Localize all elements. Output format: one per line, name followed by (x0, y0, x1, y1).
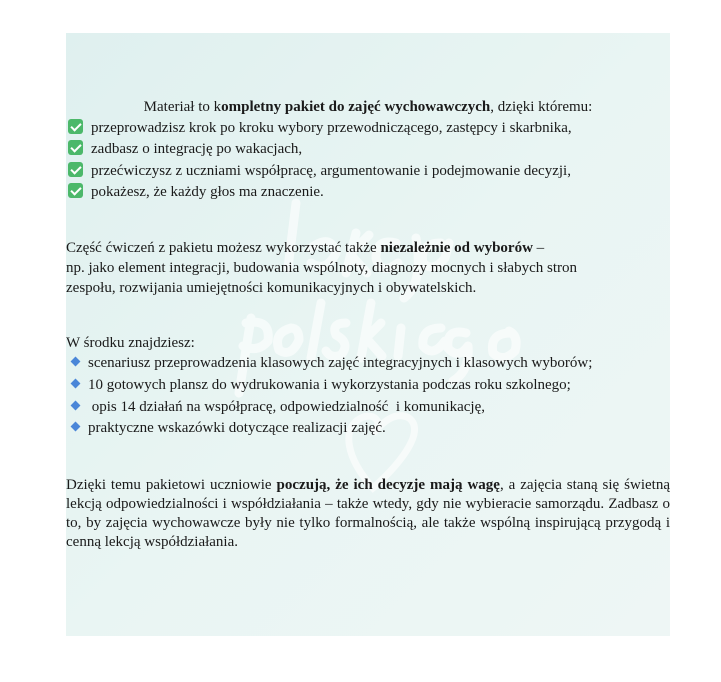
intro-pre: Materiał to k (143, 99, 222, 115)
inside-item (66, 398, 670, 417)
closing-pre: Dzięki temu pakietowi uczniowie (66, 477, 277, 493)
diamond-bullet-icon (71, 357, 81, 367)
diamond-bullet-icon (71, 422, 81, 432)
checklist-text: zadbasz o integrację po wakacjach, (91, 141, 303, 157)
check-box-icon (68, 119, 83, 134)
closing-bold: poczują, że ich decyzje mają wagę (276, 477, 500, 493)
diamond-bullet-icon (71, 401, 81, 411)
checklist-text: przeprowadzisz krok po kroku wybory przewodniczącego, zastępcy i skarbnika, (91, 120, 572, 136)
inside-item (66, 376, 670, 395)
diamond-bullet-icon (71, 379, 81, 389)
checklist-text: przećwiczysz z uczniami współpracę, argumentowanie i podejmowanie decyzji, (91, 163, 571, 179)
inside-item-text: scenariusz przeprowadzenia klasowych zajęć integracyjnych i klasowych wyborów; (88, 355, 593, 371)
check-box-icon (68, 183, 83, 198)
checklist-text: pokażesz, że każdy głos ma znaczenie. (91, 184, 324, 200)
inside-heading: W środku znajdziesz: (66, 335, 195, 351)
para2-bold: niezależnie od wyborów (380, 240, 533, 256)
checklist-item (68, 183, 670, 202)
closing-post: , a zajęcia staną się świetną lekcją odpowiedzialności i współdziałania – także wtedy, gdy nie wybieracie samorządu. Zadbasz o to, by zajęcia wychowawcze były nie tylko formalnością, ale także wspólną inspirującą przygodą i cenną lekcją współdziałania. (66, 477, 670, 550)
inside-item-text: 10 gotowych plansz do wydrukowania i wykorzystania podczas roku szkolnego; (88, 377, 571, 393)
closing-paragraph (66, 476, 670, 552)
intro-bold: ompletny pakiet do zajęć wychowawczych (221, 99, 491, 115)
checklist-item (68, 140, 670, 159)
para2-line3: zespołu, rozwijania umiejętności komunikacyjnych i obywatelskich. (66, 280, 477, 296)
para2-line1 (66, 239, 670, 258)
intro-post: , dzięki któremu: (490, 99, 593, 115)
content-panel (66, 33, 670, 636)
inside-item-text: praktyczne wskazówki dotyczące realizacji zajęć. (88, 420, 386, 436)
checklist-item (68, 162, 670, 181)
check-box-icon (68, 140, 83, 155)
check-box-icon (68, 162, 83, 177)
intro-text (66, 98, 670, 117)
inside-item (66, 419, 670, 438)
para2-pre: Część ćwiczeń z pakietu możesz wykorzystać także (66, 240, 381, 256)
checklist-item (68, 119, 670, 138)
para2-post: – (532, 240, 545, 256)
inside-item-text: opis 14 działań na współpracę, odpowiedzialność i komunikację, (88, 399, 485, 415)
inside-item (66, 354, 670, 373)
para2-line2: np. jako element integracji, budowania wspólnoty, diagnozy mocnych i słabych stron (66, 260, 577, 276)
